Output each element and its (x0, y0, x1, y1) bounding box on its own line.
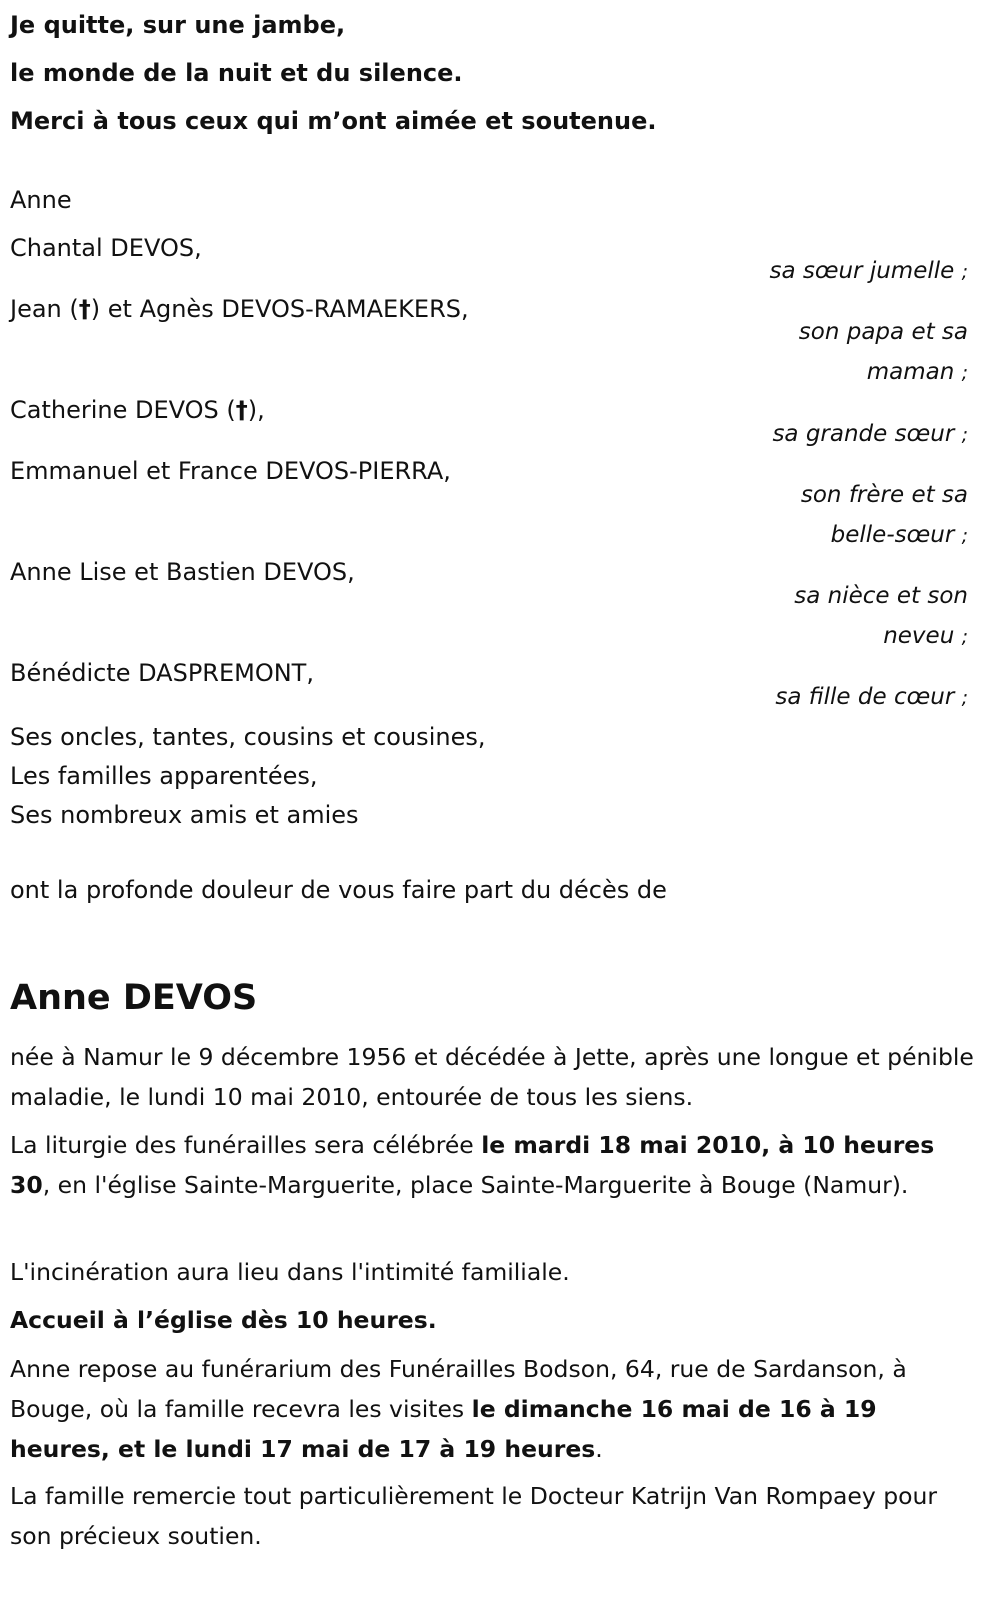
epigraph-line-2: le monde de la nuit et du silence. (10, 59, 463, 87)
extended-family: Ses oncles, tantes, cousins et cousines, Les familles apparentées, Ses nombreux amis et amies (10, 723, 486, 829)
family-member-name: Catherine DEVOS (†), (10, 396, 265, 424)
family-member-name: Emmanuel et France DEVOS-PIERRA, (10, 457, 451, 485)
family-member-name: Jean (†) et Agnès DEVOS-RAMAEKERS, (10, 295, 469, 323)
reception-paragraph: Accueil à l’église dès 10 heures. (10, 1306, 437, 1334)
birth-death-paragraph: née à Namur le 9 décembre 1956 et décédée à Jette, après une longue et pénible maladie, le lundi 10 mai 2010, entourée de tous les siens. (10, 1043, 974, 1111)
family-member-relation: sa fille de cœur ; (775, 684, 968, 710)
family-member-name: Bénédicte DASPREMONT, (10, 659, 314, 687)
liturgy-paragraph: La liturgie des funérailles sera célébrée le mardi 18 mai 2010, à 10 heures 30, en l'église Sainte-Marguerite, place Sainte-Marguerite à Bouge (Namur). (10, 1131, 935, 1199)
family-member-relation: sa nièce et son neveu ; (794, 583, 968, 649)
visit-paragraph: Anne repose au funérarium des Funérailles Bodson, 64, rue de Sardanson, à Bouge, où la famille recevra les visites le dimanche 16 mai de 16 à 19 heures, et le lundi 17 mai de 17 à 19 heures. (10, 1355, 907, 1463)
family-member-relation: son frère et sa belle-sœur ; (800, 482, 968, 548)
family-member-relation: sa grande sœur ; (772, 421, 968, 447)
thanks-paragraph: La famille remercie tout particulièrement le Docteur Katrijn Van Rompaey pour son précieux soutien. (10, 1482, 938, 1550)
epigraph-line-1: Je quitte, sur une jambe, (10, 11, 346, 39)
family-member-name: Anne Lise et Bastien DEVOS, (10, 558, 355, 586)
family-member-relation: son papa et sa maman ; (798, 319, 968, 385)
cross-icon: † (235, 396, 248, 424)
epigraph-line-3: Merci à tous ceux qui m’ont aimée et soutenue. (10, 107, 657, 135)
cremation-paragraph: L'incinération aura lieu dans l'intimité familiale. (10, 1258, 570, 1286)
deceased-name: Anne DEVOS (10, 978, 258, 1018)
family-member-name: Chantal DEVOS, (10, 234, 202, 262)
signature-first-name: Anne (10, 186, 72, 214)
announcement-text: ont la profonde douleur de vous faire part du décès de (10, 876, 667, 904)
family-member-relation: sa sœur jumelle ; (769, 258, 968, 284)
cross-icon: † (78, 295, 91, 323)
